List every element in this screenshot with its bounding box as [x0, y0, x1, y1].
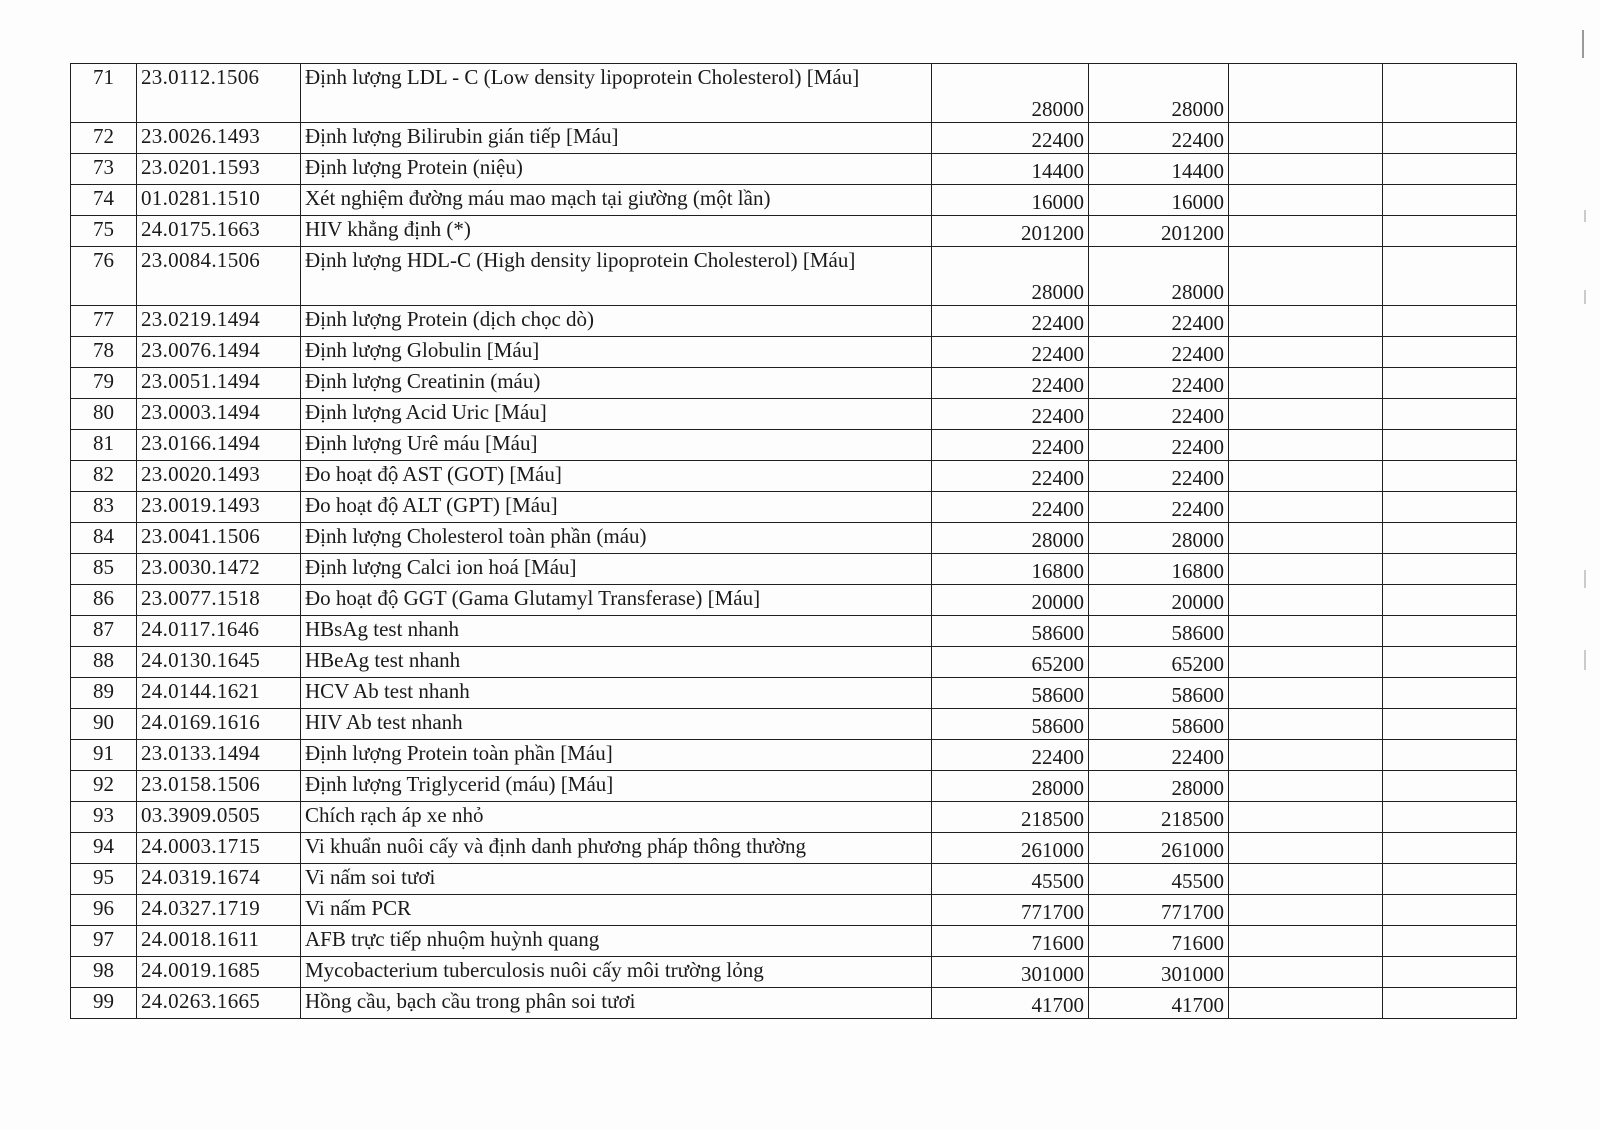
table-row [71, 864, 1517, 895]
service-name: Vi khuẩn nuôi cấy và định danh phương pháp thông thường [301, 833, 932, 864]
empty-cell-1 [1229, 740, 1383, 771]
service-code: 24.0175.1663 [137, 216, 301, 247]
service-code: 24.0117.1646 [137, 616, 301, 647]
price-col-2: 771700 [1089, 895, 1229, 926]
price-col-1: 71600 [932, 926, 1089, 957]
empty-cell-1 [1229, 771, 1383, 802]
price-col-2: 22400 [1089, 306, 1229, 337]
empty-cell-1 [1229, 957, 1383, 988]
empty-cell-1 [1229, 368, 1383, 399]
empty-cell-2 [1383, 337, 1517, 368]
empty-cell-1 [1229, 554, 1383, 585]
empty-cell-2 [1383, 926, 1517, 957]
service-code: 24.0003.1715 [137, 833, 301, 864]
price-col-2: 16000 [1089, 185, 1229, 216]
table-row [71, 647, 1517, 678]
service-code: 23.0084.1506 [137, 247, 301, 306]
price-col-2: 201200 [1089, 216, 1229, 247]
table-row [71, 337, 1517, 368]
row-number: 89 [71, 678, 137, 709]
table-row [71, 523, 1517, 554]
row-number: 95 [71, 864, 137, 895]
service-name: Định lượng Bilirubin gián tiếp [Máu] [301, 123, 932, 154]
price-col-2: 301000 [1089, 957, 1229, 988]
row-number: 82 [71, 461, 137, 492]
empty-cell-1 [1229, 337, 1383, 368]
service-code: 23.0112.1506 [137, 64, 301, 123]
service-code: 23.0166.1494 [137, 430, 301, 461]
empty-cell-2 [1383, 740, 1517, 771]
service-name: Định lượng Acid Uric [Máu] [301, 399, 932, 430]
empty-cell-1 [1229, 647, 1383, 678]
service-code: 24.0263.1665 [137, 988, 301, 1019]
service-name: Định lượng Triglycerid (máu) [Máu] [301, 771, 932, 802]
price-col-2: 218500 [1089, 802, 1229, 833]
empty-cell-2 [1383, 430, 1517, 461]
empty-cell-2 [1383, 616, 1517, 647]
table-row [71, 988, 1517, 1019]
row-number: 90 [71, 709, 137, 740]
table-row [71, 399, 1517, 430]
empty-cell-1 [1229, 461, 1383, 492]
price-col-2: 14400 [1089, 154, 1229, 185]
empty-cell-1 [1229, 185, 1383, 216]
service-name: HBsAg test nhanh [301, 616, 932, 647]
empty-cell-1 [1229, 802, 1383, 833]
price-col-2: 28000 [1089, 523, 1229, 554]
empty-cell-2 [1383, 123, 1517, 154]
empty-cell-1 [1229, 616, 1383, 647]
empty-cell-2 [1383, 247, 1517, 306]
service-name: HIV Ab test nhanh [301, 709, 932, 740]
row-number: 77 [71, 306, 137, 337]
row-number: 78 [71, 337, 137, 368]
row-number: 80 [71, 399, 137, 430]
price-col-1: 201200 [932, 216, 1089, 247]
table-row [71, 216, 1517, 247]
service-code: 24.0144.1621 [137, 678, 301, 709]
empty-cell-2 [1383, 306, 1517, 337]
row-number: 96 [71, 895, 137, 926]
table-row [71, 616, 1517, 647]
price-col-1: 58600 [932, 678, 1089, 709]
price-col-1: 41700 [932, 988, 1089, 1019]
service-name: Vi nấm soi tươi [301, 864, 932, 895]
table-row [71, 895, 1517, 926]
service-code: 23.0077.1518 [137, 585, 301, 616]
price-col-1: 22400 [932, 399, 1089, 430]
price-col-2: 22400 [1089, 430, 1229, 461]
price-col-2: 45500 [1089, 864, 1229, 895]
empty-cell-2 [1383, 368, 1517, 399]
empty-cell-1 [1229, 216, 1383, 247]
price-col-1: 22400 [932, 368, 1089, 399]
empty-cell-2 [1383, 523, 1517, 554]
table-row [71, 64, 1517, 123]
empty-cell-1 [1229, 523, 1383, 554]
empty-cell-2 [1383, 864, 1517, 895]
service-code: 01.0281.1510 [137, 185, 301, 216]
empty-cell-1 [1229, 492, 1383, 523]
row-number: 86 [71, 585, 137, 616]
empty-cell-2 [1383, 554, 1517, 585]
service-code: 24.0319.1674 [137, 864, 301, 895]
row-number: 76 [71, 247, 137, 306]
service-code: 23.0030.1472 [137, 554, 301, 585]
price-col-1: 22400 [932, 492, 1089, 523]
price-col-1: 261000 [932, 833, 1089, 864]
table-row [71, 678, 1517, 709]
row-number: 79 [71, 368, 137, 399]
service-name: Hồng cầu, bạch cầu trong phân soi tươi [301, 988, 932, 1019]
empty-cell-1 [1229, 430, 1383, 461]
table-row [71, 926, 1517, 957]
price-col-2: 28000 [1089, 64, 1229, 123]
service-code: 23.0020.1493 [137, 461, 301, 492]
empty-cell-2 [1383, 709, 1517, 740]
table-row [71, 833, 1517, 864]
price-col-1: 58600 [932, 616, 1089, 647]
price-col-2: 16800 [1089, 554, 1229, 585]
service-code: 23.0219.1494 [137, 306, 301, 337]
service-code: 23.0076.1494 [137, 337, 301, 368]
empty-cell-1 [1229, 678, 1383, 709]
service-code: 23.0041.1506 [137, 523, 301, 554]
table-row [71, 430, 1517, 461]
price-col-2: 22400 [1089, 740, 1229, 771]
empty-cell-2 [1383, 678, 1517, 709]
price-col-2: 71600 [1089, 926, 1229, 957]
price-col-1: 28000 [932, 247, 1089, 306]
price-col-1: 16000 [932, 185, 1089, 216]
service-code: 24.0327.1719 [137, 895, 301, 926]
row-number: 93 [71, 802, 137, 833]
price-col-2: 22400 [1089, 123, 1229, 154]
empty-cell-1 [1229, 123, 1383, 154]
empty-cell-2 [1383, 895, 1517, 926]
price-col-1: 28000 [932, 64, 1089, 123]
table-row [71, 461, 1517, 492]
empty-cell-1 [1229, 247, 1383, 306]
table-row [71, 123, 1517, 154]
price-col-1: 16800 [932, 554, 1089, 585]
row-number: 71 [71, 64, 137, 123]
table-row [71, 709, 1517, 740]
empty-cell-1 [1229, 833, 1383, 864]
price-col-1: 65200 [932, 647, 1089, 678]
service-name: Định lượng Protein (niệu) [301, 154, 932, 185]
service-name: Đo hoạt độ ALT (GPT) [Máu] [301, 492, 932, 523]
service-name: Vi nấm PCR [301, 895, 932, 926]
price-col-1: 28000 [932, 523, 1089, 554]
price-col-2: 58600 [1089, 709, 1229, 740]
price-col-1: 218500 [932, 802, 1089, 833]
table-row [71, 771, 1517, 802]
price-col-2: 22400 [1089, 368, 1229, 399]
price-col-2: 58600 [1089, 616, 1229, 647]
row-number: 94 [71, 833, 137, 864]
service-code: 23.0003.1494 [137, 399, 301, 430]
price-col-1: 14400 [932, 154, 1089, 185]
empty-cell-1 [1229, 64, 1383, 123]
table-row [71, 957, 1517, 988]
price-col-1: 22400 [932, 740, 1089, 771]
empty-cell-1 [1229, 306, 1383, 337]
price-col-1: 28000 [932, 771, 1089, 802]
service-name: Định lượng Globulin [Máu] [301, 337, 932, 368]
empty-cell-2 [1383, 64, 1517, 123]
price-col-1: 22400 [932, 306, 1089, 337]
service-name: AFB trực tiếp nhuộm huỳnh quang [301, 926, 932, 957]
price-col-2: 20000 [1089, 585, 1229, 616]
row-number: 85 [71, 554, 137, 585]
empty-cell-2 [1383, 185, 1517, 216]
row-number: 91 [71, 740, 137, 771]
service-code: 23.0019.1493 [137, 492, 301, 523]
table-row [71, 585, 1517, 616]
price-col-1: 20000 [932, 585, 1089, 616]
service-price-table [70, 63, 1517, 1019]
empty-cell-2 [1383, 802, 1517, 833]
price-col-2: 22400 [1089, 399, 1229, 430]
price-col-2: 22400 [1089, 337, 1229, 368]
table-row [71, 740, 1517, 771]
price-col-2: 28000 [1089, 247, 1229, 306]
row-number: 75 [71, 216, 137, 247]
empty-cell-2 [1383, 957, 1517, 988]
service-name: Đo hoạt độ GGT (Gama Glutamyl Transferase) [Máu] [301, 585, 932, 616]
service-code: 24.0019.1685 [137, 957, 301, 988]
price-col-2: 261000 [1089, 833, 1229, 864]
table-row [71, 492, 1517, 523]
empty-cell-2 [1383, 647, 1517, 678]
service-name: Định lượng Protein toàn phần [Máu] [301, 740, 932, 771]
service-name: HCV Ab test nhanh [301, 678, 932, 709]
empty-cell-1 [1229, 864, 1383, 895]
empty-cell-2 [1383, 771, 1517, 802]
price-col-1: 22400 [932, 461, 1089, 492]
table-row [71, 247, 1517, 306]
empty-cell-2 [1383, 833, 1517, 864]
service-name: Định lượng LDL - C (Low density lipoprotein Cholesterol) [Máu] [301, 64, 932, 123]
service-code: 23.0158.1506 [137, 771, 301, 802]
table-row [71, 802, 1517, 833]
row-number: 88 [71, 647, 137, 678]
scan-margin-marks [1574, 10, 1594, 710]
price-col-2: 22400 [1089, 461, 1229, 492]
row-number: 97 [71, 926, 137, 957]
row-number: 81 [71, 430, 137, 461]
row-number: 99 [71, 988, 137, 1019]
empty-cell-2 [1383, 492, 1517, 523]
service-name: Định lượng Calci ion hoá [Máu] [301, 554, 932, 585]
row-number: 87 [71, 616, 137, 647]
table-row [71, 554, 1517, 585]
empty-cell-2 [1383, 461, 1517, 492]
price-col-1: 771700 [932, 895, 1089, 926]
empty-cell-1 [1229, 895, 1383, 926]
service-name: Mycobacterium tuberculosis nuôi cấy môi trường lỏng [301, 957, 932, 988]
price-col-2: 41700 [1089, 988, 1229, 1019]
service-name: HBeAg test nhanh [301, 647, 932, 678]
price-col-2: 28000 [1089, 771, 1229, 802]
service-code: 24.0130.1645 [137, 647, 301, 678]
empty-cell-2 [1383, 988, 1517, 1019]
service-code: 23.0051.1494 [137, 368, 301, 399]
service-code: 24.0169.1616 [137, 709, 301, 740]
table-row [71, 368, 1517, 399]
price-col-2: 22400 [1089, 492, 1229, 523]
price-col-1: 301000 [932, 957, 1089, 988]
row-number: 72 [71, 123, 137, 154]
empty-cell-1 [1229, 399, 1383, 430]
empty-cell-1 [1229, 709, 1383, 740]
empty-cell-1 [1229, 585, 1383, 616]
row-number: 84 [71, 523, 137, 554]
service-name: Định lượng Cholesterol toàn phần (máu) [301, 523, 932, 554]
row-number: 92 [71, 771, 137, 802]
table-body [71, 64, 1517, 1019]
service-code: 24.0018.1611 [137, 926, 301, 957]
empty-cell-1 [1229, 988, 1383, 1019]
service-code: 03.3909.0505 [137, 802, 301, 833]
service-code: 23.0201.1593 [137, 154, 301, 185]
empty-cell-2 [1383, 216, 1517, 247]
price-col-2: 58600 [1089, 678, 1229, 709]
service-name: Đo hoạt độ AST (GOT) [Máu] [301, 461, 932, 492]
table-row [71, 154, 1517, 185]
service-name: Định lượng Creatinin (máu) [301, 368, 932, 399]
price-col-1: 58600 [932, 709, 1089, 740]
service-name: Chích rạch áp xe nhỏ [301, 802, 932, 833]
row-number: 98 [71, 957, 137, 988]
service-name: HIV khẳng định (*) [301, 216, 932, 247]
price-col-1: 22400 [932, 430, 1089, 461]
service-code: 23.0133.1494 [137, 740, 301, 771]
empty-cell-2 [1383, 154, 1517, 185]
empty-cell-2 [1383, 585, 1517, 616]
empty-cell-1 [1229, 926, 1383, 957]
row-number: 74 [71, 185, 137, 216]
table-row [71, 306, 1517, 337]
empty-cell-1 [1229, 154, 1383, 185]
service-name: Định lượng Urê máu [Máu] [301, 430, 932, 461]
service-name: Định lượng HDL-C (High density lipoprotein Cholesterol) [Máu] [301, 247, 932, 306]
price-col-1: 22400 [932, 123, 1089, 154]
service-name: Xét nghiệm đường máu mao mạch tại giường (một lần) [301, 185, 932, 216]
row-number: 73 [71, 154, 137, 185]
empty-cell-2 [1383, 399, 1517, 430]
price-col-2: 65200 [1089, 647, 1229, 678]
service-name: Định lượng Protein (dịch chọc dò) [301, 306, 932, 337]
service-code: 23.0026.1493 [137, 123, 301, 154]
table-row [71, 185, 1517, 216]
price-col-1: 22400 [932, 337, 1089, 368]
row-number: 83 [71, 492, 137, 523]
price-col-1: 45500 [932, 864, 1089, 895]
